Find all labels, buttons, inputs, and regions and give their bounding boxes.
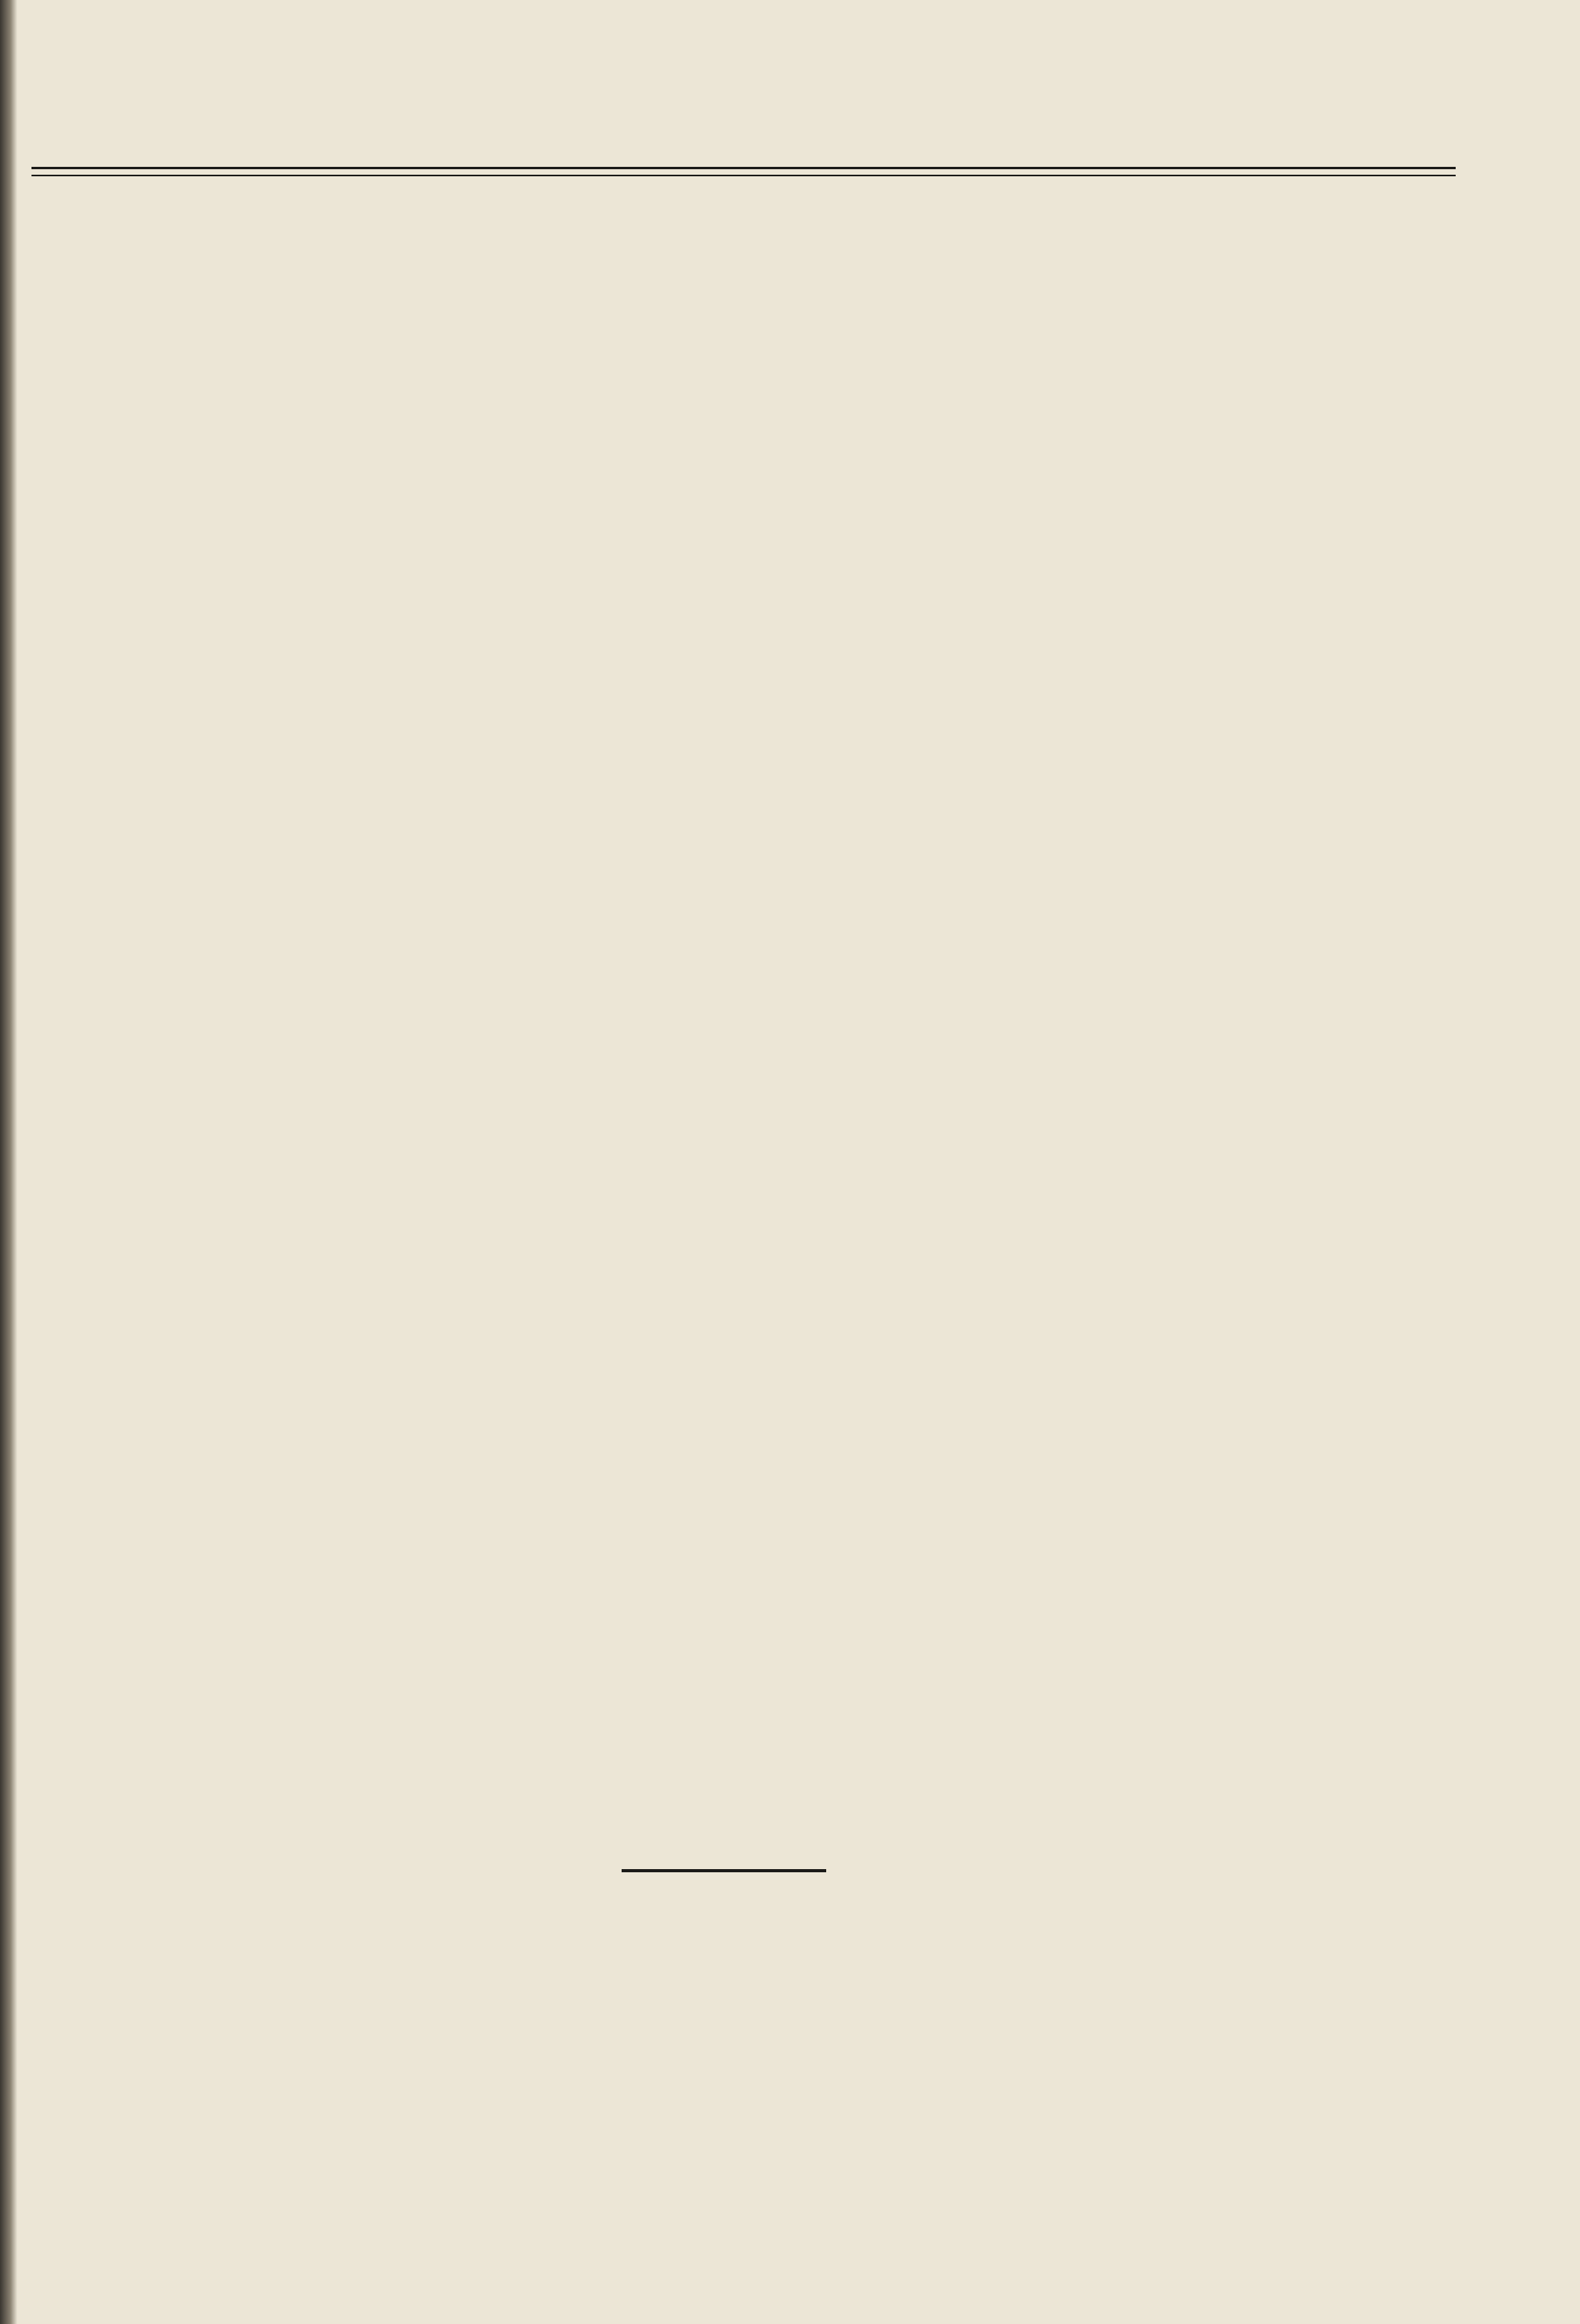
section-separator (622, 1869, 826, 1872)
binding-edge (0, 0, 17, 2324)
running-header (47, 102, 1448, 165)
news-item-union (6, 1491, 1456, 1532)
news-item-cooperatives (6, 1251, 1456, 1292)
header-rule-thin (31, 175, 1456, 176)
header-rule (31, 167, 1456, 169)
